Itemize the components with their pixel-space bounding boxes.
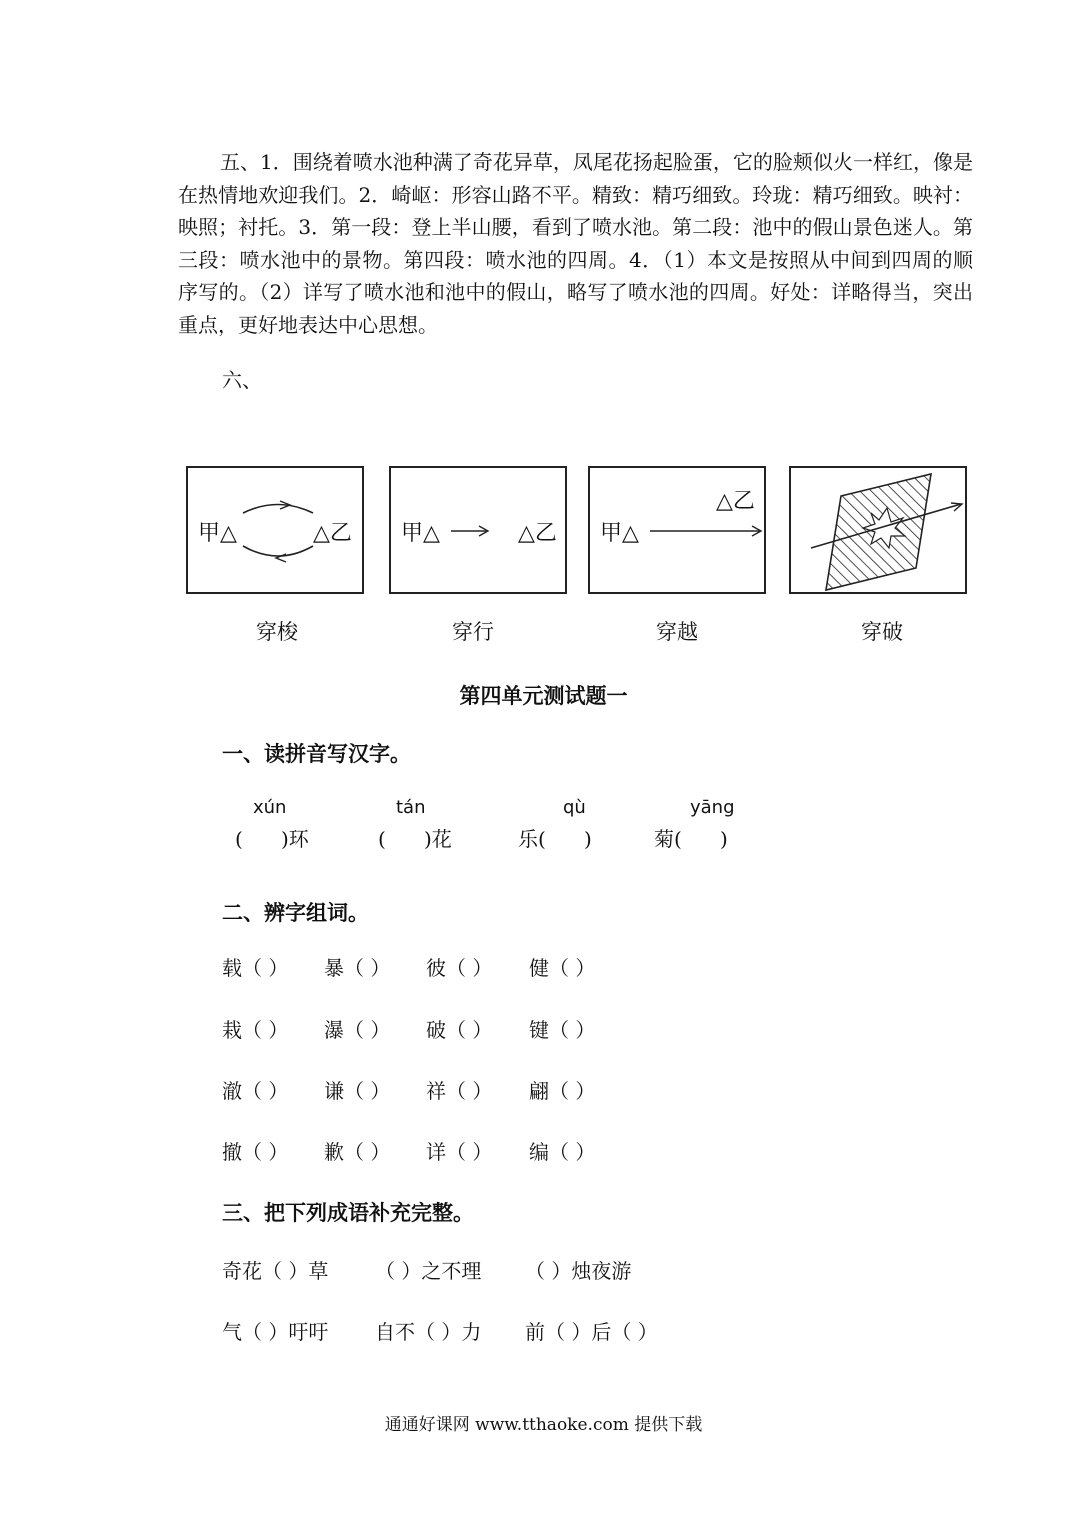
figure-right-label: △乙 (716, 489, 755, 514)
answer-section-6-label: 六、 (222, 368, 262, 392)
idiom-item: （ ）烛夜游 (525, 1259, 632, 1283)
word-item: 谦（ ） (324, 1079, 391, 1103)
blank-item: 菊( ) (654, 827, 728, 851)
idiom-item: 前（ ）后（ ） (525, 1320, 658, 1344)
answer-section-5 (178, 146, 973, 342)
figure-caption: 穿行 (452, 620, 494, 644)
page-footer: 通通好课网 www.tthaoke.com 提供下载 (384, 1415, 703, 1435)
word-item: 详（ ） (426, 1140, 493, 1164)
test-title: 第四单元测试题一 (459, 684, 628, 708)
word-item: 翩（ ） (529, 1079, 596, 1103)
figure-left-label: 甲△ (401, 521, 440, 546)
pinyin: tán (396, 797, 426, 818)
figure-row (186, 466, 972, 644)
pinyin: xún (253, 797, 287, 818)
figure-caption: 穿破 (861, 620, 903, 644)
figure-left-label: 甲△ (600, 521, 639, 546)
word-item: 撤（ ） (222, 1140, 289, 1164)
blank-item: ( )环 (235, 827, 309, 851)
figure-pierce (789, 466, 967, 594)
question-2-heading: 二、辨字组词。 (222, 901, 369, 925)
figure-left-label: 甲△ (198, 521, 237, 546)
figure-shuttle (186, 466, 364, 594)
figure-caption: 穿梭 (256, 620, 298, 644)
word-item: 载（ ） (222, 956, 289, 980)
figure-caption: 穿越 (656, 620, 698, 644)
pinyin-row (0, 795, 1087, 855)
word-item: 祥（ ） (426, 1079, 493, 1103)
word-item: 澈（ ） (222, 1079, 289, 1103)
figure-right-label: △乙 (518, 521, 557, 546)
word-item: 瀑（ ） (324, 1018, 391, 1042)
question-3-heading: 三、把下列成语补充完整。 (222, 1201, 474, 1225)
word-item: 键（ ） (529, 1018, 596, 1042)
word-item: 健（ ） (529, 956, 596, 980)
idiom-table (0, 1255, 1087, 1355)
word-item: 栽（ ） (222, 1018, 289, 1042)
answer-paragraph: 五、1．围绕着喷水池种满了奇花异草，凤尾花扬起脸蛋，它的脸颊似火一样红，像是在热情地欢迎我们。2．崎岖：形容山路不平。精致：精巧细致。玲珑：精巧细致。映衬：映照；衬托。3．第一段：登上半山腰，看到了喷水池。第二段：池中的假山景色迷人。第三段：喷水池中的景物。第四段：喷水池的四周。4．（1）本文是按照从中间到四周的顺序写的。（2）详写了喷水池和池中的假山，略写了喷水池的四周。好处：详略得当，突出重点，更好地表达中心思想。 (178, 150, 973, 337)
blank-item: ( )花 (378, 827, 452, 851)
pierce-diagram-icon (791, 468, 969, 596)
blank-item: 乐( ) (518, 827, 592, 851)
word-table (0, 952, 1087, 1164)
pinyin: qù (563, 797, 586, 818)
word-item: 彼（ ） (426, 956, 493, 980)
figure-right-label: △乙 (313, 521, 352, 546)
word-item: 破（ ） (426, 1018, 493, 1042)
word-item: 暴（ ） (324, 956, 391, 980)
word-item: 歉（ ） (324, 1140, 391, 1164)
idiom-item: 自不（ ）力 (375, 1320, 482, 1344)
pinyin: yāng (690, 797, 735, 818)
idiom-item: 气（ ）吁吁 (222, 1320, 329, 1344)
idiom-item: 奇花（ ）草 (222, 1259, 329, 1283)
figure-cross (588, 466, 766, 594)
word-item: 编（ ） (529, 1140, 596, 1164)
idiom-item: （ ）之不理 (375, 1259, 482, 1283)
figure-pass (389, 466, 567, 594)
question-1-heading: 一、读拼音写汉字。 (222, 742, 411, 766)
